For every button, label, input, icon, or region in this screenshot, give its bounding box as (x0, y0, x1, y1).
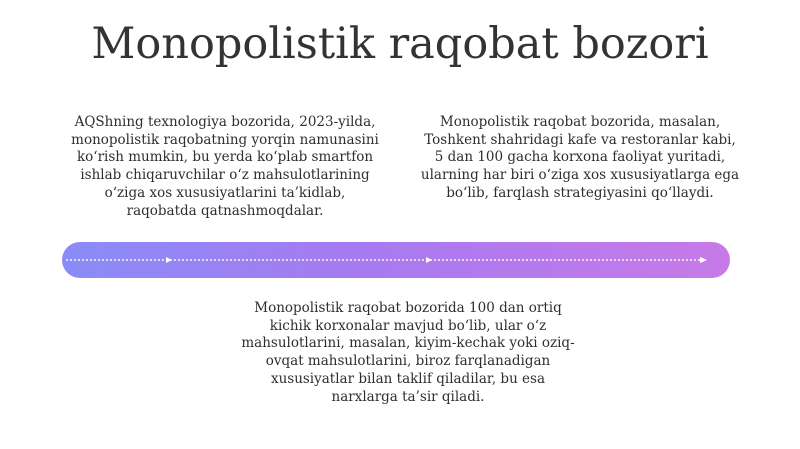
slide-title: Monopolistik raqobat bozori (91, 19, 709, 69)
timeline-line-graphic (62, 242, 730, 278)
text-block-right: Monopolistik raqobat bozorida, masalan, Toshkent shahridagi kafe va restoranlar kabi, 5 dan 100 gacha korxona faoliyat yuritadi, ularning har biri o‘ziga xos xususiyatlarga ega bo‘lib, farqlash strategiyasini qo‘llaydi. (420, 114, 740, 201)
timeline-bar (62, 242, 730, 278)
text-block-left: AQShning texnologiya bozorida, 2023-yilda, monopolistik raqobatning yorqin namunasini ko‘rish mumkin, bu yerda ko‘plab smartfon ishlab chiqaruvchilar o‘z mahsulotlarining o‘ziga xos xususiyatlarini ta’kidlab, raqobatda qatnashmoqdalar. (71, 114, 379, 219)
text-block-bottom: Monopolistik raqobat bozorida 100 dan ortiq kichik korxonalar mavjud bo‘lib, ular o‘z mahsulotlarini, masalan, kiyim-kechak yoki oziq-ovqat mahsulotlarini, biroz farqlanadigan xususiyatlar bilan taklif qiladilar, bu esa narxlarga ta’sir qiladi. (241, 300, 575, 405)
arrow-icon-2 (426, 257, 432, 263)
arrow-icon-3 (700, 257, 707, 263)
arrow-icon-1 (166, 257, 172, 263)
